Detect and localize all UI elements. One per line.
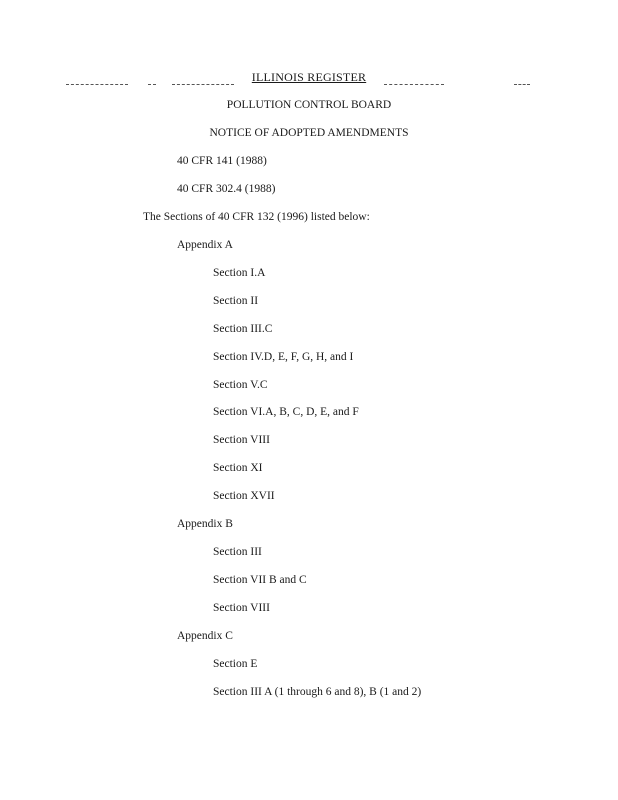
appendix-b-section: Section III (213, 546, 262, 558)
appendix-b-section: Section VIII (213, 602, 270, 614)
appendix-a-section: Section XI (213, 462, 263, 474)
cfr-ref: 40 CFR 141 (1988) (177, 155, 267, 167)
appendix-c-section: Section E (213, 658, 258, 670)
appendix-b-section: Section VII B and C (213, 574, 307, 586)
appendix-a-section: Section I.A (213, 267, 266, 279)
cfr-ref: 40 CFR 302.4 (1988) (177, 183, 276, 195)
appendix-a-label: Appendix A (177, 239, 233, 251)
appendix-a-section: Section III.C (213, 323, 273, 335)
appendix-a-section: Section VI.A, B, C, D, E, and F (213, 406, 359, 418)
register-title: ILLINOIS REGISTER (251, 70, 367, 84)
appendix-c-label: Appendix C (177, 630, 233, 642)
appendix-a-section: Section IV.D, E, F, G, H, and I (213, 351, 354, 363)
appendix-a-section: Section VIII (213, 434, 270, 446)
appendix-a-section: Section II (213, 295, 259, 307)
appendix-a-section: Section XVII (213, 490, 275, 502)
appendix-c-section: Section III A (1 through 6 and 8), B (1 and 2) (213, 686, 422, 698)
notice-title: NOTICE OF ADOPTED AMENDMENTS (209, 127, 409, 139)
appendix-a-section: Section V.C (213, 379, 268, 391)
appendix-b-label: Appendix B (177, 518, 233, 530)
sections-intro: The Sections of 40 CFR 132 (1996) listed below: (143, 211, 370, 223)
agency-name: POLLUTION CONTROL BOARD (226, 99, 392, 111)
